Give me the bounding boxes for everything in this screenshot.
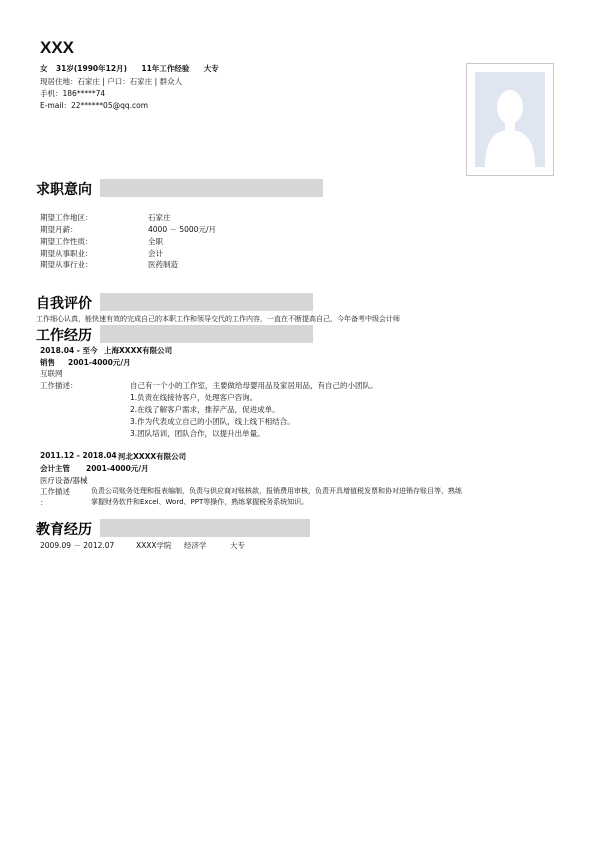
self-evaluation-text: 工作细心认真，能快速有效的完成自己的本职工作和领导交代的工作内容，一直在不断提高自己，今年备考中级会计师 [36, 315, 400, 323]
job-0-desc-label: 工作描述： [40, 381, 78, 390]
intent-label-3: 期望从事职业： [40, 249, 93, 258]
basic-info-line [40, 63, 219, 74]
candidate-name: XXX [40, 38, 75, 57]
section-bar-edu [100, 519, 310, 537]
section-title-self: 自我评价 [36, 296, 92, 312]
section-title-edu: 教育经历 [36, 522, 92, 538]
phone-value: 186*****74 [62, 89, 106, 98]
intent-label-4: 期望从事行业： [40, 260, 93, 269]
job-1-desc-colon: ： [40, 498, 48, 507]
person-silhouette-icon [475, 72, 545, 167]
intent-value-1: 4000 － 5000元/月 [148, 225, 216, 234]
section-bar-work [100, 325, 313, 343]
job-1-desc-label: 工作描述 [40, 487, 70, 496]
intent-label-2: 期望工作性质： [40, 237, 93, 246]
job-1-company: 河北XXXX有限公司 [118, 452, 187, 461]
phone-label: 手机： [40, 89, 63, 98]
intent-label-0: 期望工作地区： [40, 213, 93, 222]
job-1-industry: 医疗设备/器械 [40, 476, 88, 485]
intent-value-4: 医药制造 [148, 260, 178, 269]
job-0-title: 销售 [40, 358, 55, 367]
section-bar-intent [100, 179, 323, 197]
job-0-desc-line-1: 1.负责在线接待客户，处理客户咨询。 [130, 393, 258, 402]
section-title-intent: 求职意向 [36, 182, 92, 198]
job-0-industry: 互联网 [40, 369, 63, 378]
age: 31岁 [55, 64, 74, 73]
job-1-desc-line-1: 掌握财务软件和Excel、Word、PPT等操作，熟练掌握税务系统知识。 [91, 498, 309, 506]
birth-date: (1990年12月) [73, 64, 127, 73]
intent-value-3: 会计 [148, 249, 163, 258]
job-0-desc-line-3: 3.作为代表成立自己的小团队，线上线下相结合。 [130, 417, 295, 426]
gender: 女 [40, 64, 48, 73]
job-0-desc-line-2: 2.在线了解客户需求，推荐产品，促进成单。 [130, 405, 280, 414]
email-label: E-mail： [40, 101, 72, 110]
intent-value-2: 全职 [148, 237, 163, 246]
education-level: 大专 [203, 64, 219, 73]
job-0-desc-line-0: 自己有一个小的工作室，主要做给母婴用品及家居用品，有自己的小团队。 [130, 381, 378, 390]
intent-label-1: 期望月薪： [40, 225, 78, 234]
job-0-salary: 2001-4000元/月 [68, 358, 131, 367]
edu-major: 经济学 [184, 541, 207, 550]
edu-period: 2009.09 － 2012.07 [40, 541, 115, 550]
job-0-period: 2018.04 - 至今 [40, 346, 98, 355]
email-line [40, 100, 148, 111]
job-1-title: 会计主管 [40, 464, 70, 473]
phone-line [40, 88, 105, 99]
job-1-desc-line-0: 负责公司账务处理和报表编制，负责与供应商对账核款，报销费用审核，负责开具增值税发票和协对进销存账目等，熟练 [91, 487, 462, 495]
job-0-desc-line-4: 3.团队培训，团队合作，以提升出单量。 [130, 429, 265, 438]
job-1-period: 2011.12 - 2018.04 [40, 451, 117, 460]
intent-value-0: 石家庄 [148, 213, 171, 222]
job-0-company: 上海XXXX有限公司 [104, 346, 173, 355]
residence-line: 现居住地：石家庄 | 户口：石家庄 | 群众人 [40, 77, 183, 86]
job-1-salary: 2001-4000元/月 [86, 464, 149, 473]
edu-degree: 大专 [230, 541, 245, 550]
section-bar-self [100, 293, 313, 311]
work-experience: 11年工作经验 [141, 64, 190, 73]
section-title-work: 工作经历 [36, 328, 92, 344]
profile-photo [466, 63, 554, 176]
email-value: 22******05@qq.com [71, 101, 149, 110]
edu-school: XXXX学院 [136, 541, 172, 550]
